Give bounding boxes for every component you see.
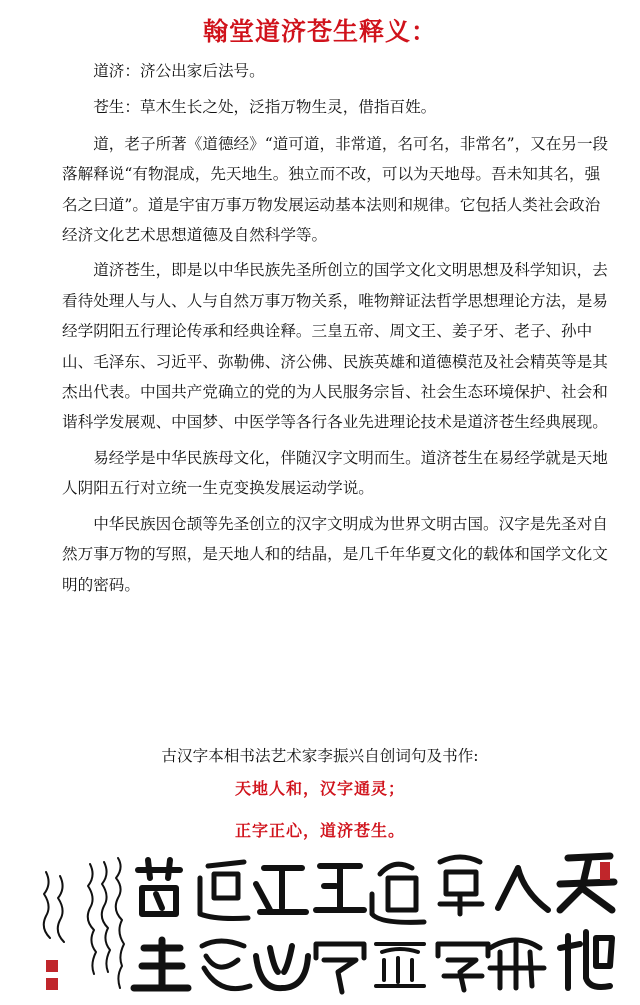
paragraph-yijing: 易经学是中华民族母文化，伴随汉字文明而生。道济苍生在易经学就是天地人阴阳五行对立统一生克变换发展运动学说。 <box>62 448 608 498</box>
glyph-zi-2 <box>316 944 364 992</box>
verse-line-1: 天地人和，汉字通灵； <box>234 779 405 798</box>
glyph-xin <box>256 946 308 988</box>
glyph-he <box>490 940 544 988</box>
definition-cangsheng: 苍生：草木生长之处，泛指万物生灵，借指百姓。 <box>93 98 437 117</box>
glyph-dao <box>200 862 248 919</box>
paragraph-hanzi: 中华民族因仓颉等先圣创立的汉字文明成为世界文明古国。汉字是先圣对自然万事万物的写照，是天地人和的结晶，是几千年华夏文化的载体和国学文化文明的密码。 <box>62 514 608 594</box>
verse-line-2: 正字正心，道济苍生。 <box>234 821 405 840</box>
glyph-ji <box>202 941 250 989</box>
seal-upper-right <box>600 862 610 880</box>
glyph-zheng <box>316 866 364 910</box>
glyph-di <box>560 932 612 988</box>
paragraph-daoji-cangsheng: 道济苍生，即是以中华民族先圣所创立的国学文化文明思想及科学知识，去看待处理人与人、人与自然万事万物关系，唯物辩证法哲学思想理论方法，是易经学阴阳五行理论传承和经典诠释。三皇五帝、周文王、姜子牙、老子、孙中山、毛泽东、习近平、弥勒佛、济公佛、民族英雄和道德模范及社会精英等是其杰出代表。中国共产党确立的党的为人民服务宗旨、社会生态环境保护、社会和谐科学发展观、中国梦、中医学等各行各业先进理论技术是道济苍生经典展现。 <box>62 261 608 432</box>
page-title: 翰堂道济苍生释义： <box>202 17 437 46</box>
glyph-zi <box>438 944 488 990</box>
artist-credit: 古汉字本相书法艺术家李振兴自创词句及书作: <box>161 747 479 765</box>
glyph-ling <box>376 944 424 986</box>
document-body <box>62 56 610 605</box>
paragraph-dao: 道，老子所著《道德经》“道可道，非常道，名可名，非常名”，又在另一段落解释说“有物混成，先天地生。独立而不改，可以为天地母。吾未知其名，强名之曰道”。道是宇宙万事万物发展运动基本法则和规律。它包括人类社会政治经济文化艺术思想道德及自然科学等。 <box>62 134 609 245</box>
glyph-tong <box>372 864 424 922</box>
calligraphy-artwork <box>20 848 620 998</box>
glyph-han <box>440 857 482 914</box>
seal-lower-left-2 <box>46 978 58 990</box>
glyph-zheng-2 <box>256 868 306 912</box>
glyph-ren <box>498 868 548 910</box>
seal-lower-left-1 <box>46 960 58 972</box>
glyph-cang <box>138 860 180 914</box>
calligraphy-svg <box>20 848 620 998</box>
definition-daoji: 道济：济公出家后法号。 <box>93 62 265 80</box>
glyph-sheng <box>134 940 188 988</box>
